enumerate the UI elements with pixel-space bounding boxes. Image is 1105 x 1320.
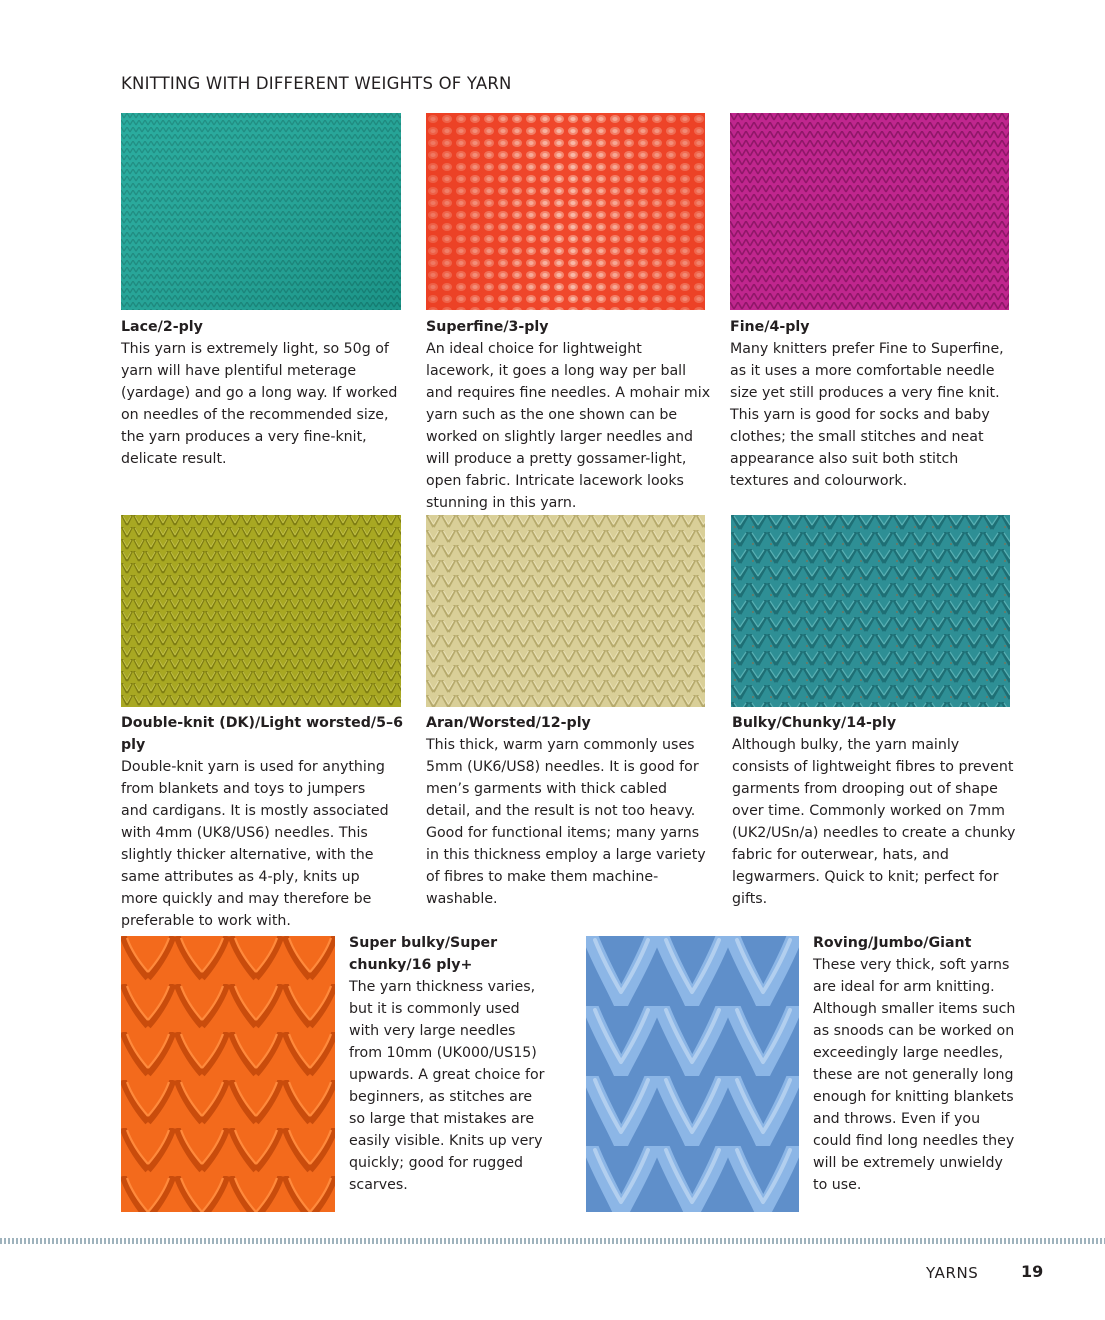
swatch-double-knit — [121, 515, 401, 707]
swatch-aran — [426, 515, 705, 707]
caption-fine — [730, 316, 1015, 492]
yarn-title: Double-knit (DK)/Light worsted/5–6 ply — [121, 715, 403, 753]
caption-bulky — [732, 712, 1017, 910]
caption-roving — [813, 932, 1018, 1196]
swatch-superfine — [426, 113, 705, 310]
swatch-bulky — [731, 515, 1010, 707]
yarn-title: Roving/Jumbo/Giant — [813, 935, 972, 951]
yarn-description: Many knitters prefer Fine to Superfine, as it uses a more comfortable needle size yet still produces a very fine knit. This yarn is good for socks and baby clothes; the small stitches and neat appearance also suit both stitch textures and colourwork. — [730, 341, 1004, 489]
caption-aran — [426, 712, 711, 910]
caption-super-bulky — [349, 932, 549, 1196]
yarn-title: Super bulky/Super chunky/16 ply+ — [349, 935, 498, 973]
yarn-description: The yarn thickness varies, but it is commonly used with very large needles from 10mm (UK000/US15) upwards. A great choice for beginners, as stitches are so large that mistakes are easily visible. Knits up very quickly; good for rugged scarves. — [349, 979, 545, 1193]
yarn-title: Fine/4-ply — [730, 319, 810, 335]
caption-lace — [121, 316, 406, 470]
page-heading: KNITTING WITH DIFFERENT WEIGHTS OF YARN — [121, 74, 512, 93]
footer-section-title: YARNS — [926, 1264, 979, 1282]
swatch-lace — [121, 113, 401, 310]
page-number: 19 — [1021, 1262, 1044, 1281]
swatch-roving — [586, 936, 799, 1212]
yarn-description: These very thick, soft yarns are ideal for arm knitting. Although smaller items such as snoods can be worked on exceedingly large needles, these are not generally long enough for knitting blankets and throws. Even if you could find long needles they will be extremely unwieldy to use. — [813, 957, 1016, 1193]
caption-superfine — [426, 316, 711, 514]
caption-double-knit — [121, 712, 411, 932]
yarn-title: Bulky/Chunky/14-ply — [732, 715, 897, 731]
yarn-title: Aran/Worsted/12-ply — [426, 715, 591, 731]
yarn-title: Superfine/3-ply — [426, 319, 549, 335]
yarn-description: Double-knit yarn is used for anything from blankets and toys to jumpers and cardigans. It is mostly associated with 4mm (UK8/US6) needles. This slightly thicker alternative, with the same attributes as 4-ply, knits up more quickly and may therefore be preferable to work with. — [121, 759, 389, 929]
yarn-description: This yarn is extremely light, so 50g of yarn will have plentiful meterage (yardage) and go a long way. If worked on needles of the recommended size, the yarn produces a very fine-knit, delicate result. — [121, 341, 398, 467]
yarn-description: An ideal choice for lightweight lacework, it goes a long way per ball and requires fine needles. A mohair mix yarn such as the one shown can be worked on slightly larger needles and will produce a pretty gossamer-light, open fabric. Intricate lacework looks stunning in this yarn. — [426, 341, 711, 511]
yarn-title: Lace/2-ply — [121, 319, 203, 335]
footer-divider — [0, 1238, 1105, 1244]
yarn-description: Although bulky, the yarn mainly consists of lightweight fibres to prevent garments from drooping out of shape over time. Commonly worked on 7mm (UK2/USn/a) needles to create a chunky fabric for outerwear, hats, and legwarmers. Quick to knit; perfect for gifts. — [732, 737, 1016, 907]
swatch-super-bulky — [121, 936, 335, 1212]
yarn-description: This thick, warm yarn commonly uses 5mm (UK6/US8) needles. It is good for men’s garments with thick cabled detail, and the result is not too heavy. Good for functional items; many yarns in this thickness employ a large variety of fibres to make them machine-washable. — [426, 737, 706, 907]
swatch-fine — [730, 113, 1009, 310]
